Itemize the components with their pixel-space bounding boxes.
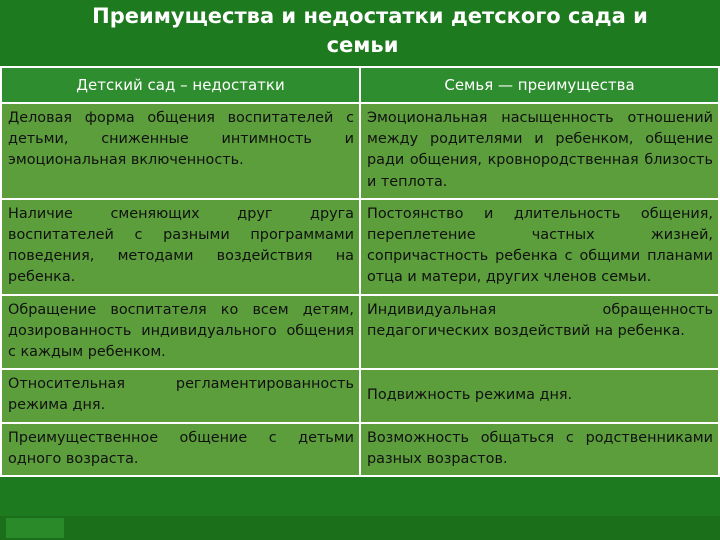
kindergarten-cell: Преимущественное общение с детьми одного возраста. [1,423,360,476]
family-cell: Постоянство и длительность общения, переплетение частных жизней, сопричастность ребенка с общими планами отца и матери, других членов семьи. [360,199,719,295]
kindergarten-cell: Обращение воспитателя ко всем детям, дозированность индивидуального общения с каждым ребенком. [1,295,360,370]
comparison-table [0,66,720,477]
header-kindergarten-disadvantages: Детский сад – недостатки [1,67,360,103]
header-family-advantages: Семья — преимущества [360,67,719,103]
table-row [1,103,719,199]
table-header-row [1,67,719,103]
footer-bar [0,516,720,540]
family-cell: Эмоциональная насыщенность отношений между родителями и ребенком, общение ради общения, кровнородственная близость и теплота. [360,103,719,199]
family-cell: Подвижность режима дня. [360,369,719,422]
kindergarten-cell: Относительная регламентированность режима дня. [1,369,360,422]
kindergarten-cell: Наличие сменяющих друг друга воспитателей с разными программами поведения, методами воздействия на ребенка. [1,199,360,295]
slide-title-line-1: Преимущества и недостатки детского сада и [92,4,648,28]
table-row [1,369,719,422]
family-cell: Возможность общаться с родственниками разных возрастов. [360,423,719,476]
footer-decoration [6,518,64,538]
slide-title [0,2,720,64]
kindergarten-cell: Деловая форма общения воспитателей с детьми, сниженные интимность и эмоциональная включенность. [1,103,360,199]
family-cell: Индивидуальная обращенность педагогических воздействий на ребенка. [360,295,719,370]
table-row [1,295,719,370]
table-row [1,199,719,295]
table-row [1,423,719,476]
slide-title-line-2: семьи [326,33,399,57]
